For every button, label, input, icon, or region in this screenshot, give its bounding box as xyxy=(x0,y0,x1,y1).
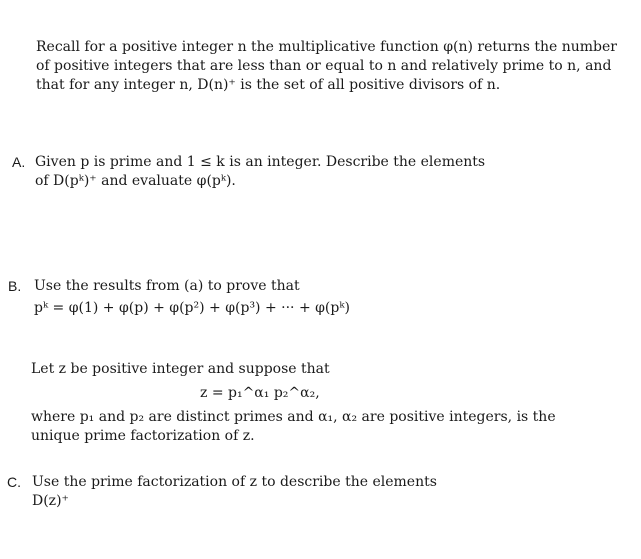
intro-line: of positive integers that are less than or equal to n and relatively prime to n, and xyxy=(36,58,612,74)
part-a-line: Given p is prime and 1 ≤ k is an integer. Describe the elements xyxy=(35,154,486,170)
setup-line-3: unique prime factorization of z. xyxy=(31,428,255,444)
part-a-text xyxy=(35,153,485,191)
part-b-label: B. xyxy=(8,278,22,294)
setup-line-1: Let z be positive integer and suppose that xyxy=(31,361,330,377)
part-b-equation: pᵏ = φ(1) + φ(p) + φ(p²) + φ(p³) + ··· + φ(pᵏ) xyxy=(34,300,350,316)
part-c-line: Use the prime factorization of z to describe the elements xyxy=(32,474,437,490)
intro-paragraph xyxy=(36,38,617,95)
intro-line: that for any integer n, D(n)⁺ is the set of all positive divisors of n. xyxy=(36,77,501,93)
part-c-line: D(z)⁺ xyxy=(32,493,69,509)
part-c-label: C. xyxy=(7,474,21,490)
setup-formula: z = p₁^α₁ p₂^α₂, xyxy=(200,385,320,401)
intro-line: Recall for a positive integer n the multiplicative function φ(n) returns the number xyxy=(36,39,617,55)
setup-line-2: where p₁ and p₂ are distinct primes and α₁, α₂ are positive integers, is the xyxy=(31,409,556,425)
part-c-text xyxy=(32,473,437,511)
part-a-line: of D(pᵏ)⁺ and evaluate φ(pᵏ). xyxy=(35,173,236,189)
part-a-label: A. xyxy=(12,154,26,170)
part-b-line: Use the results from (a) to prove that xyxy=(34,278,300,294)
part-b-text xyxy=(34,277,350,318)
